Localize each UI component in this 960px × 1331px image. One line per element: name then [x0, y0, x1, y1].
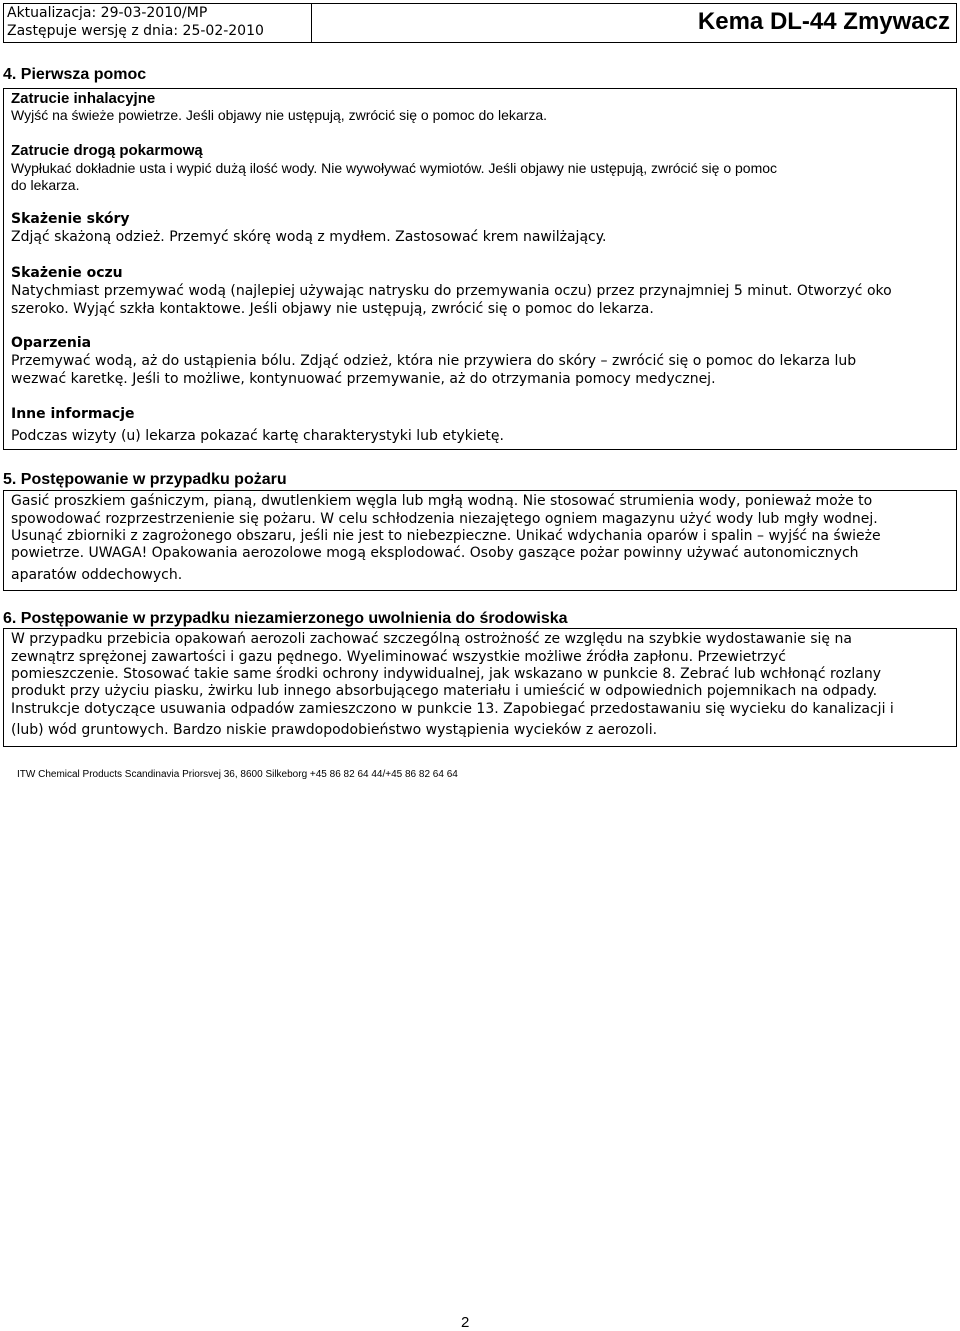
- product-name: Kema DL-44 Zmywacz: [697, 8, 950, 35]
- other-info-text: Podczas wizyty (u) lekarza pokazać kartę charakterystyki lub etykietę.: [11, 428, 504, 444]
- release-text-4: produkt przy użyciu piasku, żwirku lub innego absorbującego materiału i umieścić w odpowiednich pojemnikach na odpady.: [11, 683, 878, 699]
- fire-text-5: aparatów oddechowych.: [11, 567, 183, 583]
- release-text-2: zewnątrz sprężonej zawartości i gazu pędnego. Wyeliminować wszystkie możliwe źródła zapłonu. Przewietrzyć: [11, 649, 786, 665]
- section-6-title: 6. Postępowanie w przypadku niezamierzonego uwolnienia do środowiska: [3, 610, 568, 627]
- header-meta: [4, 4, 312, 42]
- replaces-date: Zastępuje wersję z dnia: 25-02-2010: [7, 23, 264, 39]
- inhalation-heading: Zatrucie inhalacyjne: [11, 90, 156, 107]
- release-text-1: W przypadku przebicia opakowań aerozoli zachować szczególną ostrożność ze względu na szybkie wydostawanie się na: [11, 631, 852, 647]
- fire-text-4: powietrze. UWAGA! Opakowania aerozolowe mogą eksplodować. Osoby gaszące pożar powinny używać autonomicznych: [11, 545, 859, 561]
- page-number: 2: [461, 1314, 470, 1331]
- eye-text-1: Natychmiast przemywać wodą (najlepiej używając natrysku do przemywania oczu) przez przynajmniej 5 minut. Otworzyć oko: [11, 283, 892, 299]
- burns-text-2: wezwać karetkę. Jeśli to możliwe, kontynuować przemywanie, aż do otrzymania pomocy medycznej.: [11, 371, 716, 387]
- ingestion-text-2: do lekarza.: [11, 177, 80, 193]
- ingestion-heading: Zatrucie drogą pokarmową: [11, 142, 203, 159]
- fire-text-3: Usunąć zbiorniki z zagrożonego obszaru, jeśli nie jest to niebezpieczne. Unikać wdychania oparów i spalin – wyjść na świeże: [11, 528, 881, 544]
- skin-text: Zdjąć skażoną odzież. Przemyć skórę wodą z mydłem. Zastosować krem nawilżający.: [11, 229, 607, 245]
- skin-heading: Skażenie skóry: [11, 211, 130, 227]
- release-text-5: Instrukcje dotyczące usuwania odpadów zamieszczono w punkcie 13. Zapobiegać przedostawaniu się wycieku do kanalizacji i: [11, 701, 894, 717]
- eye-text-2: szeroko. Wyjąć szkła kontaktowe. Jeśli objawy nie ustępują, zwrócić się o pomoc do lekarza.: [11, 301, 654, 317]
- inhalation-text: Wyjść na świeże powietrze. Jeśli objawy nie ustępują, zwrócić się o pomoc do lekarza.: [11, 107, 547, 123]
- eye-heading: Skażenie oczu: [11, 265, 123, 281]
- ingestion-text-1: Wypłukać dokładnie usta i wypić dużą ilość wody. Nie wywoływać wymiotów. Jeśli objawy nie ustępują, zwrócić się o pomoc: [11, 160, 778, 176]
- section-5-title: 5. Postępowanie w przypadku pożaru: [3, 471, 287, 488]
- section-4-title: 4. Pierwsza pomoc: [3, 66, 147, 83]
- fire-text-1: Gasić proszkiem gaśniczym, pianą, dwutlenkiem węgla lub mgłą wodną. Nie stosować strumienia wody, ponieważ może to: [11, 493, 873, 509]
- burns-text-1: Przemywać wodą, aż do ustąpienia bólu. Zdjąć odzież, która nie przywiera do skóry – zwrócić się o pomoc do lekarza lub: [11, 353, 857, 369]
- fire-text-2: spowodować rozprzestrzenienie się pożaru. W celu schłodzenia niezajętego ogniem magazynu użyć wody lub mgły wodnej.: [11, 511, 878, 527]
- burns-heading: Oparzenia: [11, 335, 92, 351]
- other-info-heading: Inne informacje: [11, 406, 135, 422]
- company-footer: ITW Chemical Products Scandinavia Priorsvej 36, 8600 Silkeborg +45 86 82 64 44/+45 86 82 64 64: [17, 769, 458, 780]
- update-date: Aktualizacja: 29-03-2010/MP: [7, 5, 208, 21]
- release-text-3: pomieszczenie. Stosować takie same środki ochrony indywidualnej, jak wskazano w punkcie 8. Zebrać lub wchłonąć rozlany: [11, 666, 881, 682]
- release-text-6: (lub) wód gruntowych. Bardzo niskie prawdopodobieństwo wystąpienia wycieków z aerozoli.: [11, 722, 658, 738]
- document-header: [3, 3, 957, 43]
